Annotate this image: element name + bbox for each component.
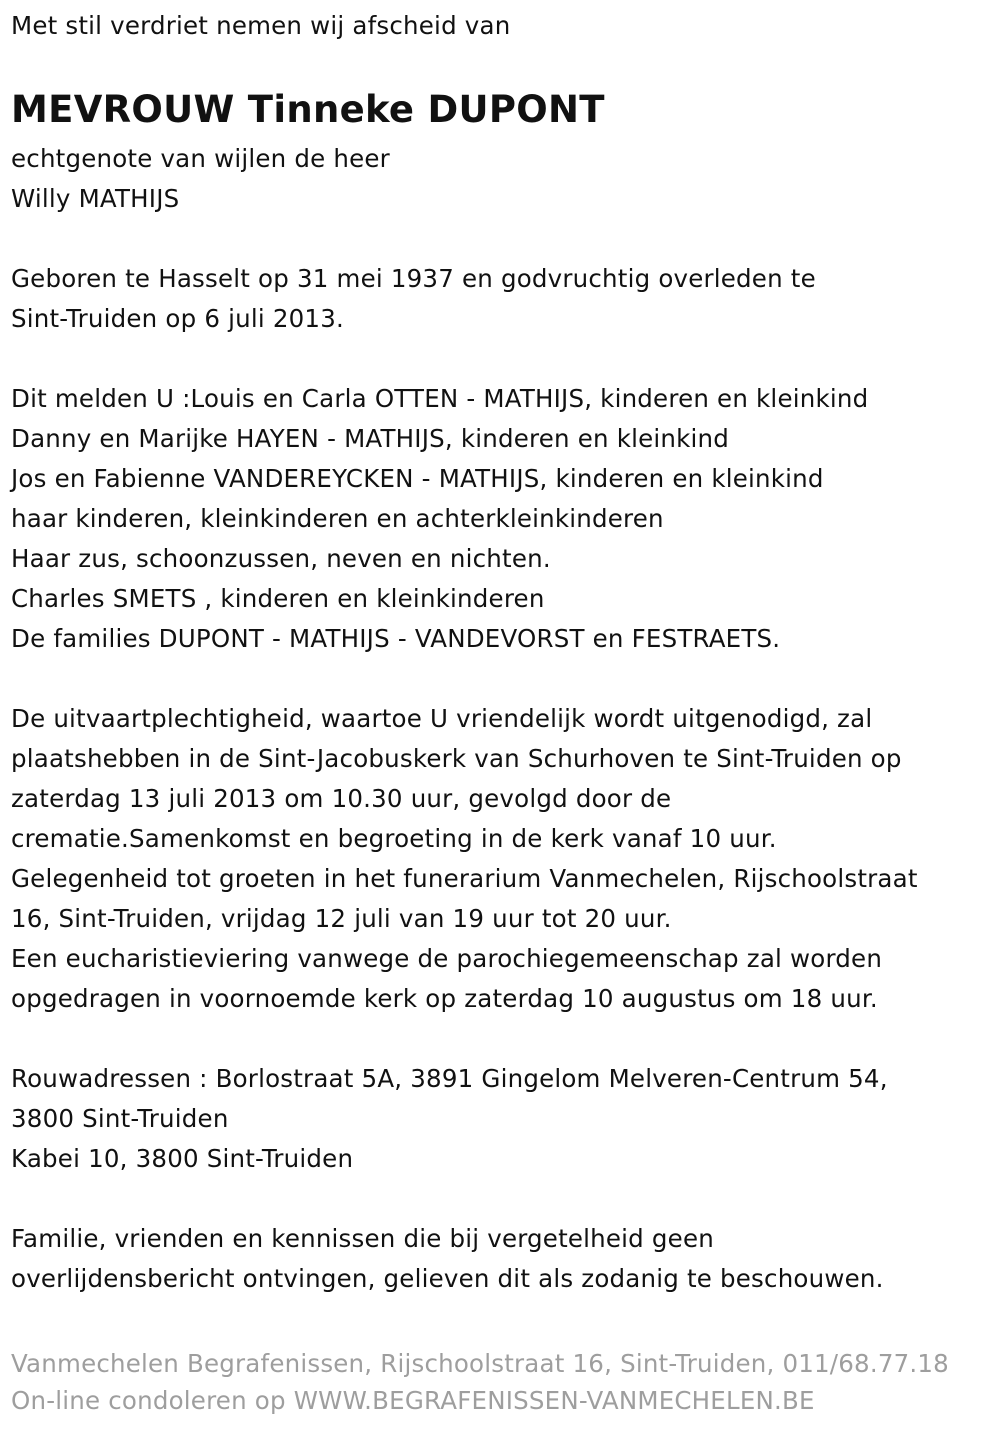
ceremony-section	[11, 699, 993, 1019]
birth-death-section	[11, 259, 993, 339]
notice-line: overlijdensbericht ontvingen, gelieven dit als zodanig te beschouwen.	[11, 1264, 884, 1293]
family-line: De families DUPONT - MATHIJS - VANDEVORST en FESTRAETS.	[11, 624, 781, 653]
spacer	[11, 659, 993, 699]
ceremony-line: crematie.Samenkomst en begroeting in de kerk vanaf 10 uur.	[11, 824, 777, 853]
intro-text: Met stil verdriet nemen wij afscheid van	[11, 11, 511, 40]
notice-section	[11, 1219, 993, 1299]
ceremony-line: zaterdag 13 juli 2013 om 10.30 uur, gevolgd door de	[11, 784, 672, 813]
spacer	[11, 46, 993, 81]
footer-company-line: Vanmechelen Begrafenissen, Rijschoolstraat 16, Sint-Truiden, 011/68.77.18	[11, 1349, 949, 1378]
family-section	[11, 379, 993, 659]
spacer	[11, 1299, 993, 1345]
ceremony-line: opgedragen in voornoemde kerk op zaterdag 10 augustus om 18 uur.	[11, 984, 878, 1013]
address-line: Rouwadressen : Borlostraat 5A, 3891 Gingelom Melveren-Centrum 54,	[11, 1064, 888, 1093]
birth-death-line: Geboren te Hasselt op 31 mei 1937 en godvruchtig overleden te	[11, 264, 816, 293]
ceremony-line: De uitvaartplechtigheid, waartoe U vriendelijk wordt uitgenodigd, zal	[11, 704, 873, 733]
ceremony-line: Een eucharistieviering vanwege de parochiegemeenschap zal worden	[11, 944, 883, 973]
addresses-section	[11, 1059, 993, 1179]
spouse-line: echtgenote van wijlen de heer	[11, 144, 390, 173]
notice-line: Familie, vrienden en kennissen die bij vergetelheid geen	[11, 1224, 714, 1253]
ceremony-line: plaatshebben in de Sint-Jacobuskerk van Schurhoven te Sint-Truiden op	[11, 744, 902, 773]
spouse-section	[11, 139, 993, 219]
family-line: haar kinderen, kleinkinderen en achterkleinkinderen	[11, 504, 664, 533]
address-line: 3800 Sint-Truiden	[11, 1104, 229, 1133]
family-line: Charles SMETS , kinderen en kleinkinderen	[11, 584, 545, 613]
spacer	[11, 1019, 993, 1059]
ceremony-line: 16, Sint-Truiden, vrijdag 12 juli van 19 uur tot 20 uur.	[11, 904, 672, 933]
obituary-notice	[11, 6, 993, 1419]
footer-condolence-link: On-line condoleren op WWW.BEGRAFENISSEN-VANMECHELEN.BE	[11, 1386, 815, 1415]
spacer	[11, 1179, 993, 1219]
spouse-name: Willy MATHIJS	[11, 184, 180, 213]
birth-death-line: Sint-Truiden op 6 juli 2013.	[11, 304, 344, 333]
spacer	[11, 339, 993, 379]
footer	[11, 1345, 993, 1419]
family-line: Jos en Fabienne VANDEREYCKEN - MATHIJS, kinderen en kleinkind	[11, 464, 824, 493]
family-line: Haar zus, schoonzussen, neven en nichten.	[11, 544, 551, 573]
ceremony-line: Gelegenheid tot groeten in het funerarium Vanmechelen, Rijschoolstraat	[11, 864, 918, 893]
spacer	[11, 219, 993, 259]
family-line: Danny en Marijke HAYEN - MATHIJS, kinderen en kleinkind	[11, 424, 729, 453]
family-line: Dit melden U :Louis en Carla OTTEN - MATHIJS, kinderen en kleinkind	[11, 384, 869, 413]
deceased-name: MEVROUW Tinneke DUPONT	[11, 88, 605, 131]
address-line: Kabei 10, 3800 Sint-Truiden	[11, 1144, 354, 1173]
